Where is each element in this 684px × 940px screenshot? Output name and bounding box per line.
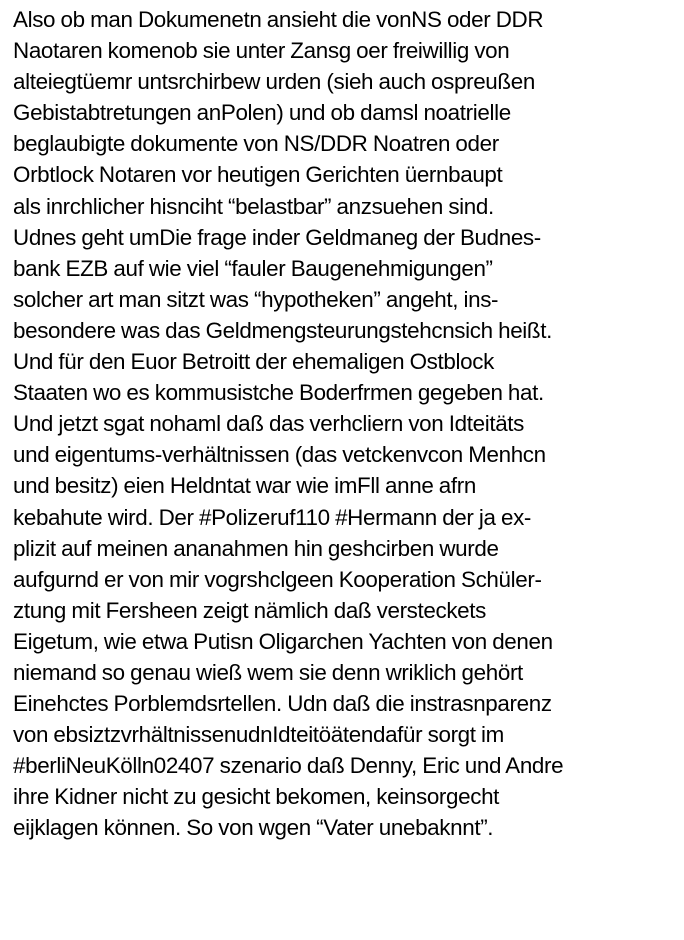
text-line-22: niemand so genau wieß wem sie denn wriklich gehört xyxy=(13,659,523,685)
text-line-8: Udnes geht umDie frage inder Geldmaneg der Budnes- xyxy=(13,224,541,250)
text-line-16: und besitz) eien Heldntat war wie imFll anne afrn xyxy=(13,473,476,499)
text-line-18: plizit auf meinen ananahmen hin geshcirben wurde xyxy=(13,535,499,561)
text-line-5: beglaubigte dokumente von NS/DDR Noatren oder xyxy=(13,131,499,157)
text-line-26: ihre Kidner nicht zu gesicht bekomen, keinsorgecht xyxy=(13,784,500,810)
text-line-19: aufgurnd er von mir vogrshclgeen Kooperation Schüler- xyxy=(13,566,542,592)
text-line-2: Naotaren komenob sie unter Zansg oer freiwillig von xyxy=(13,38,510,64)
text-line-4: Gebistabtretungen anPolen) und ob damsl noatrielle xyxy=(13,100,511,126)
text-line-21: Eigetum, wie etwa Putisn Oligarchen Yachten von denen xyxy=(13,628,553,654)
text-line-23: Einehctes Porblemdsrtellen. Udn daß die instrasnparenz xyxy=(13,691,552,717)
text-line-1: Also ob man Dokumenetn ansieht die vonNS oder DDR xyxy=(13,7,544,32)
text-line-12: Und für den Euor Betroitt der ehemaligen Ostblock xyxy=(13,349,494,375)
text-line-14: Und jetzt sgat nohaml daß das verhcliern von Idteitäts xyxy=(13,411,525,437)
text-line-17: kebahute wird. Der #Polizeruf110 #Hermann der ja ex- xyxy=(13,504,532,530)
text-line-24: von ebsiztzvrhältnissenudnIdteitöätendafür sorgt im xyxy=(13,722,504,748)
body-text xyxy=(13,4,681,844)
text-line-6: Orbtlock Notaren vor heutigen Gerichten üernbaupt xyxy=(13,162,503,188)
text-line-9: bank EZB auf wie viel “fauler Baugenehmigungen” xyxy=(13,255,493,281)
text-line-7: als inrchlicher hisnciht “belastbar” anzsuehen sind. xyxy=(13,193,494,219)
text-line-20: ztung mit Fersheen zeigt nämlich daß versteckets xyxy=(13,597,487,623)
text-line-25: #berliNeuKölln02407 szenario daß Denny, Eric und Andre xyxy=(13,753,564,779)
text-line-15: und eigentums-verhältnissen (das vetckenvcon Menhcn xyxy=(13,442,546,468)
text-line-10: solcher art man sitzt was “hypotheken” angeht, ins- xyxy=(13,286,499,312)
text-line-27: eijklagen können. So von wgen “Vater unebaknnt”. xyxy=(13,815,494,841)
text-line-11: besondere was das Geldmengsteurungstehcnsich heißt. xyxy=(13,317,552,343)
text-line-3: alteiegtüemr untsrchirbew urden (sieh auch ospreußen xyxy=(13,69,535,95)
text-line-13: Staaten wo es kommusistche Boderfrmen gegeben hat. xyxy=(13,380,544,406)
